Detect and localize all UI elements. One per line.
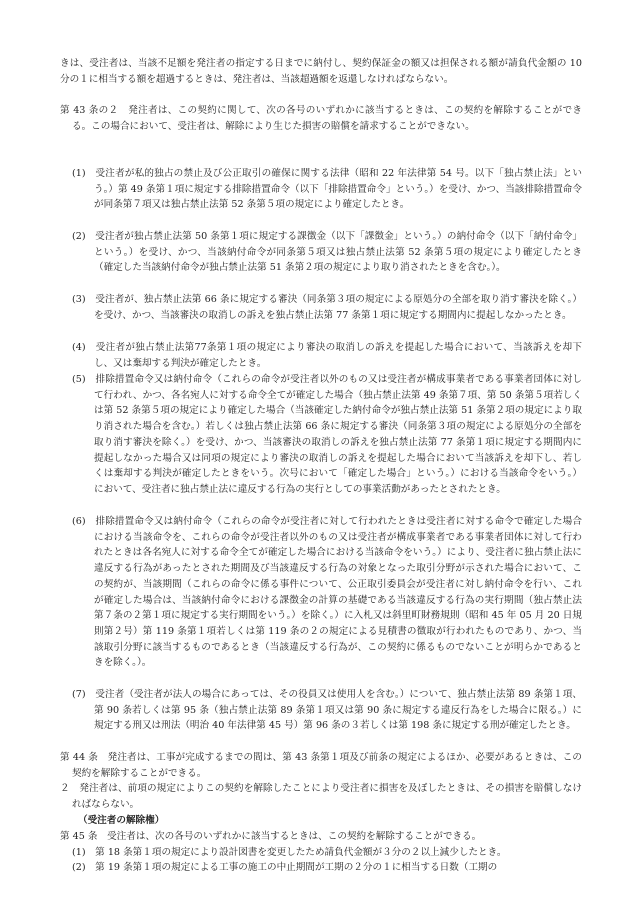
article-44: 第 44 条 発注者は、工事が完成するまでの間は、第 43 条第１項及び前条の規定によるほか、必要があるときは、この契約を解除することができる。 — [60, 752, 582, 779]
clause-item-1: (1) 受注者が私的独占の禁止及び公正取引の確保に関する法律（昭和 22 年法律第 54 号。以下「独占禁止法」という。）第 49 条第１項に規定する排除措置命令（以下「排除措置命令」という。）を受け、かつ、当該排除措置命令が同条第７項又は独占禁止法第 52 条第５項の規定により確定したとき。 — [72, 168, 582, 211]
paragraph-continuation: きは、受注者は、当該不足額を発注者の指定する日までに納付し、契約保証金の額又は担保される額が請負代金額の 10 分の１に相当する額を超過するときは、発注者は、当該超過額を返還しなければならない。 — [60, 58, 582, 85]
clause-item-2: (2) 受注者が独占禁止法第 50 条第１項に規定する課徴金（以下「課徴金」という。）の納付命令（以下「納付命令」という。）を受け、かつ、当該納付命令が同条第５項又は独占禁止法第 52 条第５項の規定により確定したとき（確定した当該納付命令が独占禁止法第 51 条第２項の規定により取り消されたときを含む。）。 — [72, 231, 582, 274]
clause-item-5: (5) 排除措置命令又は納付命令（これらの命令が受注者以外のもの又は受注者が構成事業者である事業者団体に対して行われ、かつ、各名宛人に対する命令全てが確定した場合（独占禁止法第 49 条第７項、第 50 条第５項若しくは第 52 条第５項の規定により確定した場合（当該確定した納付命令が独占禁止法第 51 条第２項の規定により取り消された場合を含む。）若しくは独占禁止法第 66 条に規定する審決（同条第３項の規定による原処分の全部を取り消す審決を除く。）を受け、かつ、当該審決の取消しの訴えを独占禁止法第 77 条第１項に規定する期間内に提起しなかった場合又は同項の規定により審決の取消しの訴えを提起した場合において当該訴えを却下し、若しくは棄却する判決が確定したときをいう。次号において「確定した場合」という。）における当該命令をいう。）において、受注者に独占禁止法に違反する行為の実行としての事業活動があったとされたとき。 — [72, 374, 582, 495]
article-43-2: 第 43 条の２ 発注者は、この契約に関して、次の各号のいずれかに該当するときは、この契約を解除することができる。この場合において、受注者は、解除により生じた損害の賠償を請求することができない。 — [60, 105, 582, 132]
clause-item-45-1: (1) 第 18 条第１項の規定により設計図書を変更したため請負代金額が３分の２以上減少したとき。 — [72, 847, 507, 858]
clause-item-4: (4) 受注者が独占禁止法第77条第１項の規定により審決の取消しの訴えを提起した場合において、当該訴えを却下し、又は棄却する判決が確定したとき。 — [72, 342, 582, 369]
clause-item-3: (3) 受注者が、独占禁止法第 66 条に規定する審決（同条第３項の規定による原処分の全部を取り消す審決を除く。）を受け、かつ、当該審決の取消しの訴えを独占禁止法第 77 条第１項に規定する期間内に提起しなかったとき。 — [72, 294, 582, 321]
article-45: 第 45 条 受注者は、次の各号のいずれかに該当するときは、この契約を解除することができる。 — [60, 831, 482, 842]
article-44-paragraph-2: ２ 発注者は、前項の規定によりこの契約を解除したことにより受注者に損害を及ぼしたときは、その損害を賠償しなければならない。 — [60, 783, 582, 810]
clause-item-6: (6) 排除措置命令又は納付命令（これらの命令が受注者に対して行われたときは受注者に対する命令で確定した場合における当該命令を、これらの命令が受注者以外のもの又は受注者が構成事業者である事業者団体に対して行われたときは各名宛人に対する命令全てが確定した場合における当該命令をいう。）により、受注者に独占禁止法に違反する行為があったとされた期間及び当該違反する行為の対象となった取引分野が示された場合において、この契約が、当該期間（これらの命令に係る事件について、公正取引委員会が受注者に対し納付命令を行い、これが確定した場合は、当該納付命令における課徴金の計算の基礎である当該違反する行為の実行期間（独占禁止法第７条の２第１項に規定する実行期間をいう。）を除く。）に入札又は斜里町財務規則（昭和 45 年 05 月 20 日規則第２号）第 119 条第１項若しくは第 119 条の２の規定による見積書の徴取が行われたものであり、かつ、当該取引分野に該当するものであるとき（当該違反する行為が、この契約に係るものでないことが明らかであるときを除く。）。 — [72, 516, 582, 669]
section-heading: （受注者の解除権） — [78, 815, 165, 826]
clause-item-45-2: (2) 第 19 条第１項の規定による工事の施工の中止期間が工期の２分の１に相当する日数（工期の — [72, 862, 498, 873]
clause-item-7: (7) 受注者（受注者が法人の場合にあっては、その役員又は使用人を含む。）について、独占禁止法第 89 条第１項、第 90 条若しくは第 95 条（独占禁止法第 89 条第１項又は第 90 条に規定する違反行為をした場合に限る。）に規定する刑又は刑法（明治 40 年法律第 45 号）第 96 条の３若しくは第 198 条に規定する刑が確定したとき。 — [72, 689, 582, 732]
